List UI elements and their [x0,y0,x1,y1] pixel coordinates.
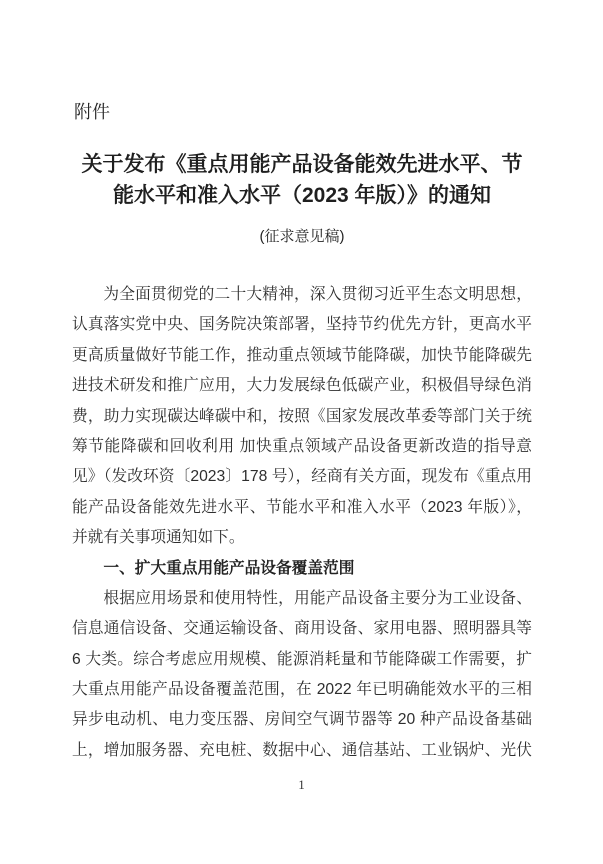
body-line: 进技术研发和推广应用，大力发展绿色低碳产业，积极倡导绿色消 [72,377,532,395]
body-line: 认真落实党中央、国务院决策部署，坚持节约优先方针，更高水平 [72,316,532,334]
body-line: 能产品设备能效先进水平、节能水平和准入水平（2023 年版）》， [72,498,532,516]
body-line: 信息通信设备、交通运输设备、商用设备、家用电器、照明器具等 [72,620,532,638]
body-line: 并就有关事项通知如下。 [72,529,245,547]
section-heading: 一、扩大重点用能产品设备覆盖范围 [103,559,355,577]
body-line: 6 大类。综合考虑应用规模、能源消耗量和节能降碳工作需要，扩 [72,650,532,668]
document-subtitle: (征求意见稿) [259,228,345,245]
body-line: 上，增加服务器、充电桩、数据中心、通信基站、工业锅炉、光伏 [72,741,532,759]
document-title-line-2: 能水平和准入水平（2023 年版）》的通知 [112,184,492,207]
body-line: 筹节能降碳和回收利用 加快重点领域产品设备更新改造的指导意 [72,437,532,455]
body-line: 为全面贯彻党的二十大精神，深入贯彻习近平生态文明思想， [103,286,532,303]
document-body [72,280,532,766]
page-number: 1 [298,777,305,792]
document-title-line-1: 关于发布《重点用能产品设备能效先进水平、节 [81,153,523,176]
body-line: 根据应用场景和使用特性，用能产品设备主要分为工业设备、 [103,589,532,607]
attachment-label: 附件 [74,102,110,122]
body-line: 见》（发改环资〔2023〕178 号），经商有关方面，现发布《重点用 [72,468,532,486]
body-line: 费，助力实现碳达峰碳中和，按照《国家发展改革委等部门关于统 [72,407,532,425]
body-line: 更高质量做好节能工作，推动重点领域节能降碳，加快节能降碳先 [72,346,532,364]
body-line: 大重点用能产品设备覆盖范围，在 2022 年已明确能效水平的三相 [72,681,532,699]
body-line: 异步电动机、电力变压器、房间空气调节器等 20 种产品设备基础 [72,711,532,729]
document-title [72,149,532,211]
